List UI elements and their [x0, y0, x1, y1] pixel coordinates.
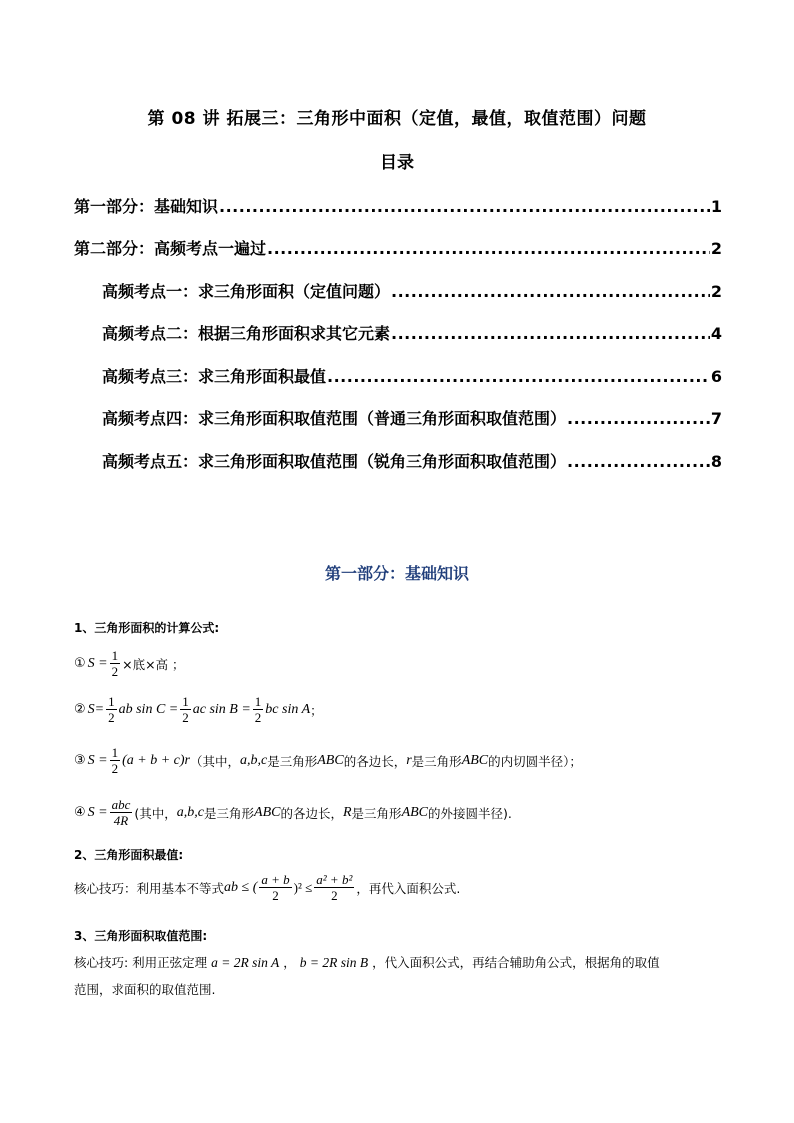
fraction-denominator: 2: [108, 710, 115, 725]
toc-entry-part2[interactable]: [74, 236, 722, 259]
formula-text: ×底×高 ；: [122, 656, 185, 672]
formula-lhs: S =: [87, 804, 108, 820]
body-text: ，代入面积公式，再结合辅助角公式，根据角的取值: [372, 955, 660, 970]
toc-entry-label: 高频考点三：求三角形面积最值: [102, 367, 327, 386]
formula-number: ②: [74, 702, 86, 717]
formula-note: 是三角形: [351, 805, 402, 821]
toc-leader-dots: [219, 197, 710, 216]
toc-entry-label: 第一部分：基础知识: [74, 197, 219, 216]
toc-entry-page: 6: [710, 367, 722, 386]
formula-note: 是三角形: [204, 805, 255, 821]
fraction-denominator: 2: [111, 664, 119, 679]
toc-leader-dots: [391, 324, 710, 343]
body-text: 范围，求面积的取值范围.: [74, 982, 216, 997]
fraction: [106, 694, 117, 725]
toc-leader-dots: [327, 367, 710, 386]
toc-entry-page: 2: [710, 282, 722, 301]
formula-term: bc sin A: [265, 701, 311, 717]
toc-entry-page: 2: [710, 239, 722, 258]
formula-note: 的外接圆半径).: [428, 805, 512, 821]
sine-law-line-2: [74, 980, 215, 998]
toc-entry-point4[interactable]: [102, 406, 722, 429]
document-title: 第 08 讲 拓展三：三角形中面积（定值，最值，取值范围）问题: [147, 109, 647, 129]
toc-leader-dots: [391, 282, 710, 301]
formula-term: (a + b + c)r: [122, 752, 190, 768]
fraction-numerator: 1: [254, 694, 262, 709]
toc-entry-label: 第二部分：高频考点一遍过: [74, 239, 267, 258]
formula-term: )² ≤: [293, 879, 313, 895]
fraction-denominator: 4R: [113, 813, 129, 828]
formula-var: ABC: [254, 804, 281, 820]
fraction: [110, 745, 121, 776]
formula-var: ABC: [317, 752, 344, 768]
fraction-numerator: 1: [108, 694, 115, 709]
item1-heading: 1、三角形面积的计算公式:: [74, 621, 220, 635]
fraction: [314, 872, 354, 903]
toc-entry-page: 1: [710, 197, 722, 216]
fraction-numerator: a² + b²: [316, 872, 353, 887]
formula-term: a = 2R sin A: [211, 955, 280, 970]
fraction-denominator: 2: [254, 710, 262, 725]
formula-2: [74, 694, 323, 725]
formula-1: [74, 648, 185, 679]
formula-4: [74, 797, 512, 828]
toc-entry-page: 7: [710, 409, 722, 428]
fraction: [110, 648, 121, 679]
fraction-numerator: 1: [111, 745, 119, 760]
formula-lhs: S =: [87, 655, 108, 671]
toc-entry-label: 高频考点一：求三角形面积（定值问题）: [102, 282, 391, 301]
formula-number: ④: [74, 805, 86, 820]
formula-note: 的各边长，: [343, 753, 407, 769]
formula-note: 的内切圆半径）；: [488, 753, 582, 769]
fraction-denominator: 2: [272, 888, 279, 903]
formula-var: ABC: [461, 752, 489, 768]
item3-heading: 3、三角形面积取值范围:: [74, 929, 208, 943]
section-heading-basics: 第一部分：基础知识: [324, 564, 469, 583]
formula-note: 是三角形: [411, 753, 462, 769]
toc-entry-point2[interactable]: [102, 321, 722, 344]
fraction-denominator: 2: [331, 888, 338, 903]
fraction-denominator: 2: [111, 761, 119, 776]
toc-entry-point3[interactable]: [102, 364, 722, 387]
formula-term: b = 2R sin B: [299, 955, 369, 970]
formula-var: ABC: [401, 804, 429, 820]
formula-end: ；: [310, 702, 323, 718]
body-text: 核心技巧: 利用正弦定理: [74, 955, 208, 970]
formula-3: [74, 745, 582, 776]
toc-entry-label: 高频考点五：求三角形面积取值范围（锐角三角形面积取值范围）: [102, 452, 567, 471]
fraction: [110, 797, 133, 828]
formula-term: ac sin B =: [192, 701, 251, 717]
formula-lhs: S=: [87, 701, 105, 717]
toc-entry-point1[interactable]: [102, 279, 722, 302]
formula-term: ab ≤ (: [224, 879, 258, 895]
formula-var: a,b,c: [176, 804, 204, 820]
formula-note: (其中，: [134, 805, 177, 821]
toc-entry-label: 高频考点二：根据三角形面积求其它元素: [102, 324, 391, 343]
formula-term: ab sin C =: [118, 701, 179, 717]
toc-entry-part1[interactable]: [74, 194, 722, 217]
formula-var: a,b,c: [240, 752, 268, 768]
formula-var: r: [406, 752, 412, 768]
body-text: ，再代入面积公式.: [356, 880, 461, 896]
item2-heading: 2、三角形面积最值:: [74, 848, 184, 862]
toc-heading: 目录: [380, 153, 414, 173]
fraction-numerator: 1: [182, 694, 189, 709]
body-text: 核心技巧：利用基本不等式: [74, 880, 225, 896]
toc-entry-page: 4: [710, 324, 722, 343]
toc-entry-point5[interactable]: [102, 449, 722, 472]
formula-note: （其中，: [190, 753, 241, 769]
inequality-line: [74, 872, 460, 903]
toc-entry-label: 高频考点四：求三角形面积取值范围（普通三角形面积取值范围）: [102, 409, 567, 428]
fraction-numerator: a + b: [261, 872, 290, 887]
formula-lhs: S =: [87, 752, 108, 768]
sine-law-line: [74, 953, 660, 971]
formula-number: ①: [74, 656, 86, 671]
formula-number: ③: [74, 753, 86, 768]
toc-leader-dots: [267, 239, 710, 258]
toc-entry-page: 8: [710, 452, 722, 471]
fraction: [253, 694, 264, 725]
fraction-numerator: abc: [111, 797, 131, 812]
toc-leader-dots: [567, 452, 710, 471]
fraction: [259, 872, 291, 903]
formula-note: 是三角形: [267, 753, 318, 769]
fraction-numerator: 1: [111, 648, 119, 663]
body-text: ，: [283, 955, 296, 970]
formula-var: R: [342, 804, 352, 820]
fraction: [180, 694, 191, 725]
formula-note: 的各边长，: [280, 805, 343, 821]
fraction-denominator: 2: [182, 710, 189, 725]
toc-leader-dots: [567, 409, 710, 428]
